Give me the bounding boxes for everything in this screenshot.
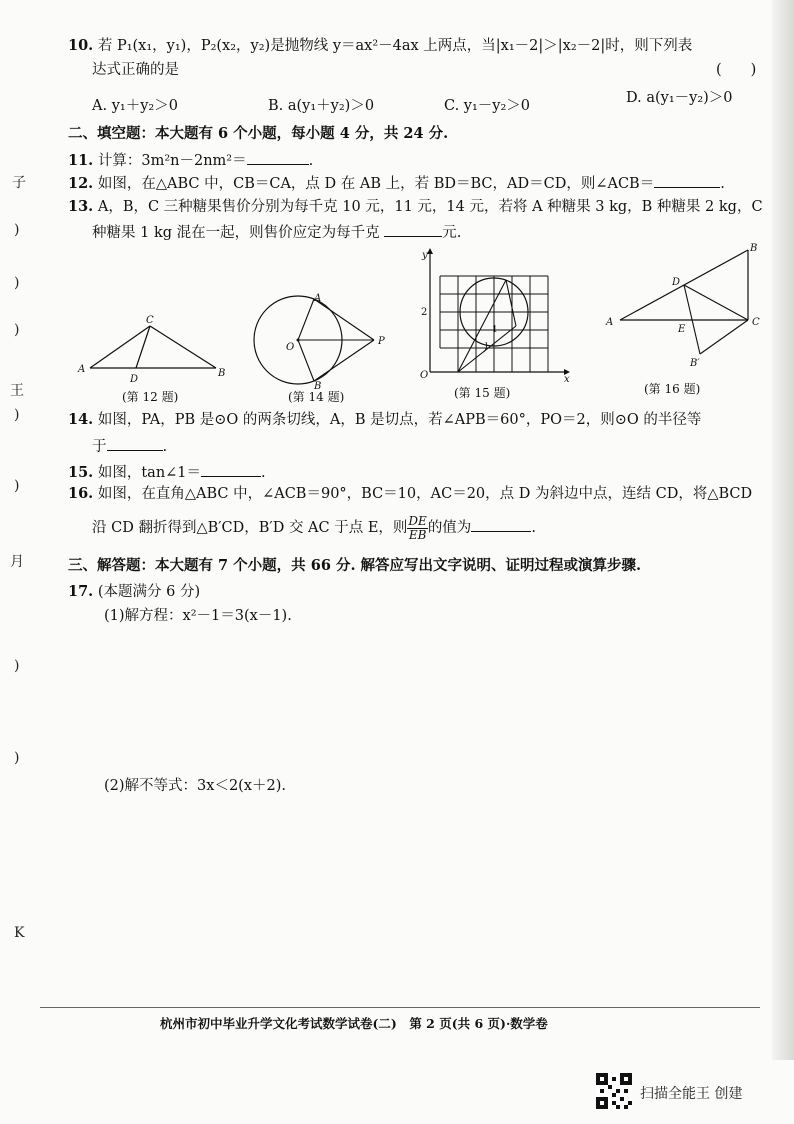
q10-answer-paren: ( ): [716, 62, 757, 78]
q16-line2: [92, 514, 536, 542]
margin-mark: ): [14, 322, 20, 338]
fig15-label-x: x: [564, 374, 570, 385]
q10-stem2: 达式正确的是: [92, 62, 179, 78]
q17-title-text: (本题满分 6 分): [97, 584, 201, 600]
q15-text: 如图，tan∠1＝: [97, 465, 202, 481]
q16-line1: [68, 484, 752, 504]
scanner-brand-watermark: 扫描全能王 创建: [640, 1086, 743, 1102]
scan-edge-shadow: [772, 0, 794, 1060]
fig16-label-b: B: [750, 243, 758, 254]
fig14-label-p: P: [378, 336, 385, 347]
margin-mark: ): [14, 222, 20, 238]
fig15-label-y: y: [422, 250, 428, 261]
q11-answer-blank[interactable]: [247, 150, 309, 165]
q13-text: A，B，C 三种糖果售价分别为每千克 10 元，11 元，14 元，若将 A 种糖果 3 kg，B 种糖果 2 kg，C: [97, 199, 763, 215]
figure-14: [248, 290, 398, 390]
q14-text: 如图，PA，PB 是⊙O 的两条切线，A，B 是切点，若∠APB＝60°，PO＝2，则⊙O 的半径等: [97, 412, 702, 428]
fig15-label-o: O: [420, 370, 429, 381]
q11-end: .: [308, 153, 314, 169]
q12-number: 12.: [68, 175, 94, 192]
section-solve-heading: 三、解答题：本大题有 7 个小题，共 66 分. 解答应写出文字说明、证明过程或演算步骤.: [68, 557, 642, 574]
fig12-caption: (第 12 题): [122, 390, 179, 404]
q17-part1: (1)解方程：x²－1＝3(x－1).: [104, 608, 292, 624]
q10-number: 10.: [68, 37, 94, 54]
fig16-label-b1: B′: [690, 358, 700, 369]
q16-frac-num: DE: [408, 513, 427, 528]
fig14-label-a: A: [314, 293, 322, 304]
q10-option-b: B. a(y₁＋y₂)＞0: [268, 98, 375, 114]
margin-mark: ): [14, 275, 20, 291]
q17-number: 17.: [68, 583, 94, 600]
q11-number: 11.: [68, 152, 94, 169]
q13-number: 13.: [68, 198, 94, 215]
q12-end: .: [720, 176, 725, 192]
q12-answer-blank[interactable]: [654, 173, 720, 188]
q17-part2: (2)解不等式：3x＜2(x＋2).: [104, 778, 286, 794]
q16-answer-blank[interactable]: [471, 517, 531, 532]
fig14-label-b: B: [314, 381, 322, 392]
q16-number: 16.: [68, 485, 94, 502]
fig16-label-a: A: [606, 317, 614, 328]
q14-answer-blank[interactable]: [107, 436, 163, 451]
figure-16: [604, 242, 774, 372]
fig12-label-c: C: [146, 315, 154, 326]
fig16-label-e: E: [678, 324, 686, 335]
fig15-caption: (第 15 题): [454, 386, 511, 400]
q15-end: .: [261, 465, 266, 481]
q14-number: 14.: [68, 411, 94, 428]
fig12-label-b: B: [218, 368, 226, 379]
q14-end: .: [162, 439, 168, 455]
q11-text: 计算：3m²n－2nm²＝: [97, 153, 247, 169]
figure-15: [414, 248, 574, 385]
q10-option-c: C. y₁－y₂＞0: [444, 98, 531, 114]
q13-text2: 种糖果 1 kg 混在一起，则售价应定为每千克: [92, 225, 380, 241]
q16-end: .: [531, 520, 536, 536]
q13-end: 元.: [442, 225, 462, 241]
margin-mark: K: [14, 925, 25, 941]
margin-mark: 子: [12, 175, 26, 191]
q16-text: 如图，在直角△ABC 中，∠ACB＝90°，BC＝10，AC＝20，点 D 为斜边中点，连结 CD，将△BCD: [97, 486, 753, 502]
margin-mark: ): [14, 407, 20, 423]
page-footer: 杭州市初中毕业升学文化考试数学试卷(二) 第 2 页(共 6 页)·数学卷: [160, 1016, 548, 1031]
fig15-tick-2: 2: [421, 307, 428, 318]
q14-text2: 于: [92, 439, 107, 455]
q13-line1: [68, 197, 763, 217]
margin-mark: ): [14, 478, 20, 494]
margin-mark: 月: [10, 554, 24, 570]
q11: [68, 150, 313, 171]
q10-option-d: D. a(y₁－y₂)＞0: [626, 90, 733, 106]
q10-stem: [68, 36, 692, 56]
q13-answer-blank[interactable]: [384, 222, 442, 237]
q10-stem-text: 若 P₁(x₁，y₁)，P₂(x₂，y₂)是抛物线 y＝ax²－4ax 上两点，当|x₁－2|＞|x₂－2|时，则下列表: [97, 38, 693, 54]
q12: [68, 173, 725, 194]
q16-text2a: 沿 CD 翻折得到△B′CD，B′D 交 AC 于点 E，则: [92, 520, 408, 536]
fig16-caption: (第 16 题): [644, 382, 701, 396]
q12-text: 如图，在△ABC 中，CB＝CA，点 D 在 AB 上，若 BD＝BC，AD＝CD，则∠ACB＝: [97, 176, 655, 192]
q16-fraction: [407, 515, 427, 542]
fig14-label-o: O: [286, 342, 295, 353]
q14-line1: [68, 410, 701, 430]
q10-option-a: A. y₁＋y₂＞0: [92, 98, 178, 114]
q16-text2b: 的值为: [427, 520, 472, 536]
q15-answer-blank[interactable]: [201, 462, 261, 477]
qr-code-icon: [596, 1073, 632, 1109]
q15-number: 15.: [68, 464, 94, 481]
footer-rule: [40, 1007, 760, 1008]
fig16-label-c: C: [752, 317, 760, 328]
fig14-caption: (第 14 题): [288, 390, 345, 404]
fig12-label-d: D: [130, 374, 139, 385]
margin-mark: ): [14, 750, 20, 766]
fig12-label-a: A: [78, 364, 86, 375]
q17-title: [68, 582, 200, 602]
fig15-angle-label: 1: [492, 325, 498, 335]
fig16-label-d: D: [672, 277, 681, 288]
section-fill-in-heading: 二、填空题：本大题有 6 个小题，每小题 4 分，共 24 分.: [68, 125, 449, 142]
q16-frac-den: EB: [408, 527, 427, 542]
q13-line2: [92, 222, 461, 243]
margin-mark: 王: [10, 383, 24, 399]
margin-mark: ): [14, 658, 20, 674]
q15: [68, 462, 266, 483]
figure-12: [76, 312, 226, 384]
q14-line2: [92, 436, 167, 457]
